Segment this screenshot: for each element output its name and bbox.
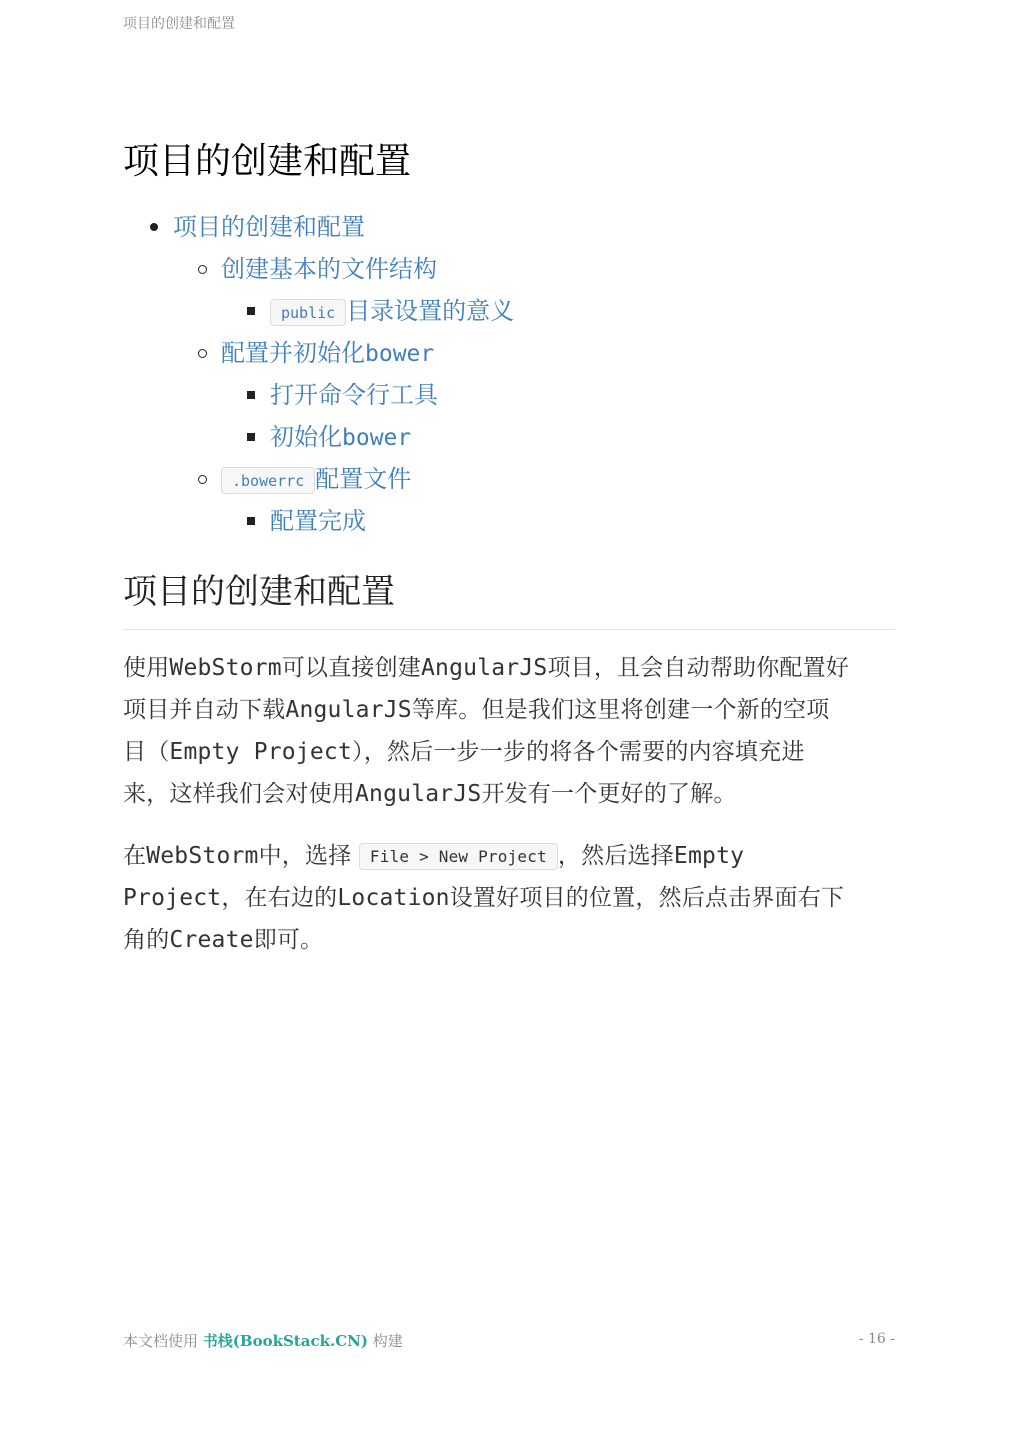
text: ，然后选择	[557, 843, 674, 869]
text: 项目并自动下载	[123, 697, 286, 723]
toc-item-config-done	[123, 500, 366, 542]
text-mono: AngularJS	[355, 781, 482, 807]
square-bullet-icon	[247, 517, 255, 525]
text: ），然后一步一步的将各个需要的内容填充进	[352, 739, 805, 765]
toc-link-basic-structure[interactable]: 创建基本的文件结构	[221, 255, 437, 283]
toc-item-basic-structure	[123, 248, 437, 290]
footer-credit	[123, 1330, 403, 1351]
toc-link-config-done[interactable]: 配置完成	[270, 507, 366, 535]
inline-code-bowerrc: .bowerrc	[221, 467, 315, 494]
text: 在	[123, 843, 147, 869]
toc-link-config-bower[interactable]	[221, 339, 434, 367]
text: 等库。但是我们这里将创建一个新的空项	[411, 697, 830, 723]
circle-bullet-icon	[198, 475, 207, 484]
toc-link-label: 初始化	[270, 423, 342, 451]
footer-prefix: 本文档使用	[123, 1332, 199, 1350]
text-mono: WebStorm	[169, 655, 282, 681]
toc-item-bowerrc	[123, 458, 411, 500]
text-mono: AngularJS	[421, 655, 548, 681]
toc-link-project-setup[interactable]: 项目的创建和配置	[173, 213, 365, 241]
text-mono: Empty	[673, 843, 745, 869]
paragraph-intro	[123, 647, 898, 815]
square-bullet-icon	[247, 433, 255, 441]
text: 项目，且会自动帮助你配置好	[547, 655, 850, 681]
text: 开发有一个更好的了解。	[481, 781, 737, 807]
inline-code-file-new-project: File > New Project	[359, 843, 558, 870]
page-number: - 16 -	[858, 1331, 895, 1347]
text-mono: WebStorm	[146, 843, 259, 869]
text-mono: Create	[169, 927, 254, 953]
text: ，在右边的	[221, 885, 338, 911]
text-mono: Project	[123, 885, 222, 911]
toc-item-public-dir	[123, 290, 514, 332]
toc-title: 项目的创建和配置	[123, 141, 412, 182]
section-divider	[123, 629, 895, 630]
circle-bullet-icon	[198, 265, 207, 274]
toc-link-label-mono: bower	[365, 341, 435, 367]
text: 设置好项目的位置，然后点击界面右下	[449, 885, 845, 911]
text: 来，这样我们会对使用	[123, 781, 355, 807]
toc-link-label-mono: bower	[342, 425, 412, 451]
toc-item-init-bower	[123, 416, 411, 458]
square-bullet-icon	[247, 307, 255, 315]
toc-link-bowerrc[interactable]	[221, 465, 411, 493]
toc-item-project-setup	[123, 206, 365, 248]
toc-link-label: 配置并初始化	[221, 339, 365, 367]
toc-link-label: 配置文件	[315, 465, 412, 493]
footer-brand-link[interactable]: 书栈(BookStack.CN)	[202, 1332, 368, 1350]
text-mono: Empty Project	[169, 739, 353, 765]
toc-link-public-dir[interactable]	[270, 297, 514, 325]
toc-link-open-cli[interactable]: 打开命令行工具	[270, 381, 438, 409]
text: 即可。	[253, 927, 324, 953]
disc-bullet-icon	[150, 223, 158, 231]
inline-code-public: public	[270, 299, 346, 326]
text: 中，选择	[258, 843, 352, 869]
section-heading: 项目的创建和配置	[123, 572, 395, 612]
text-mono: Location	[337, 885, 450, 911]
toc-link-init-bower[interactable]	[270, 423, 411, 451]
running-header: 项目的创建和配置	[123, 16, 235, 32]
toc-item-open-cli	[123, 374, 438, 416]
footer-suffix: 构建	[372, 1332, 403, 1350]
text: 目（	[123, 739, 170, 765]
paragraph-webstorm	[123, 835, 898, 961]
text: 可以直接创建	[281, 655, 421, 681]
text: 角的	[123, 927, 170, 953]
toc-link-label: 目录设置的意义	[346, 297, 515, 325]
circle-bullet-icon	[198, 349, 207, 358]
text-mono: AngularJS	[285, 697, 412, 723]
square-bullet-icon	[247, 391, 255, 399]
text: 使用	[123, 655, 170, 681]
toc-item-config-bower	[123, 332, 434, 374]
